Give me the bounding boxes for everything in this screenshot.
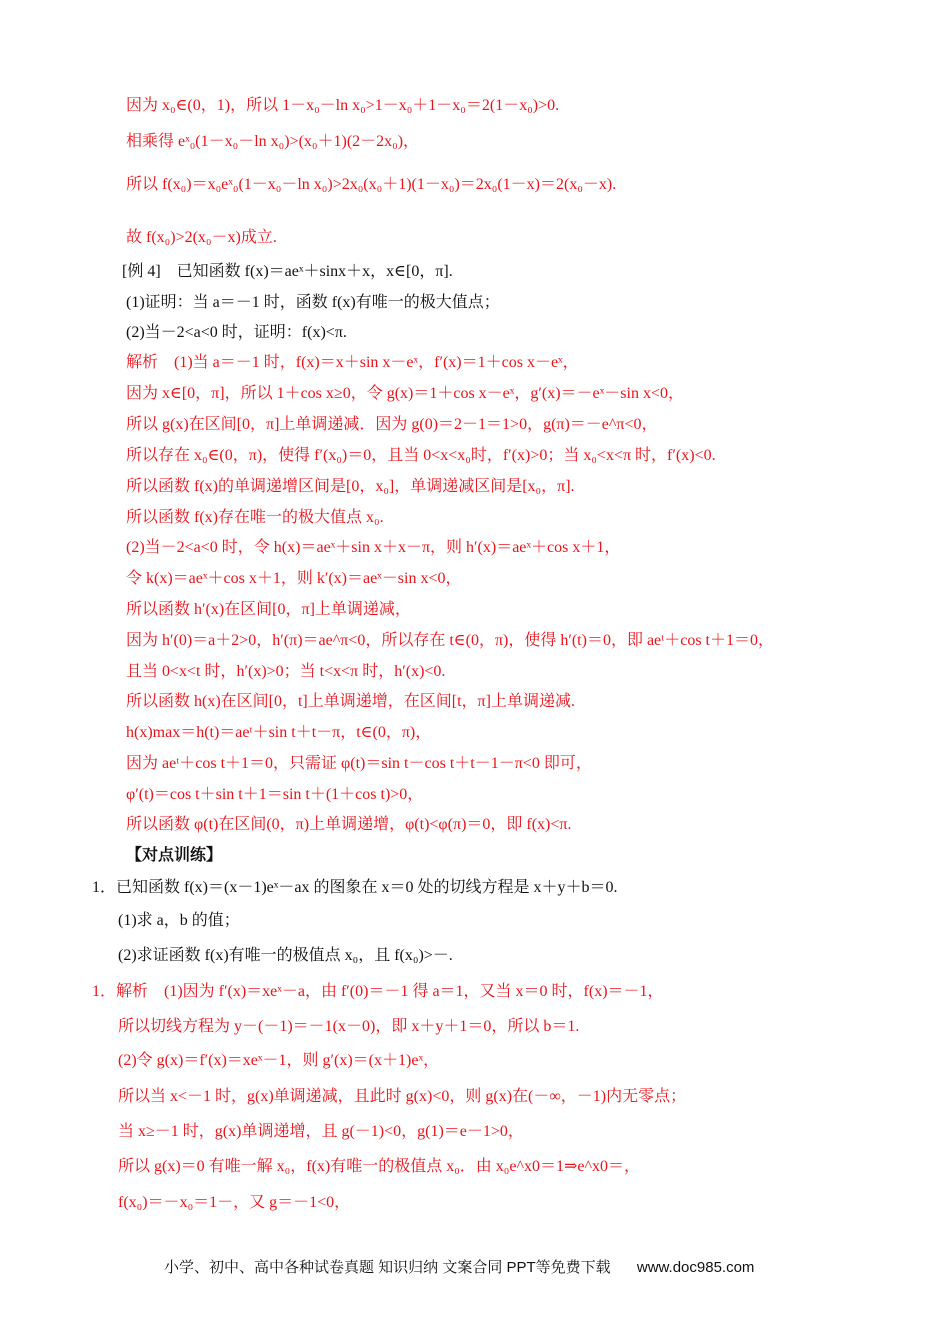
solution4-line-10: 因为 h′(0)＝a＋2>0，h′(π)＝ae^π<0，所以存在 t∈(0，π)，使得 h′(t)＝0，即 aeᵗ＋cos t＋1＝0， <box>126 632 774 649</box>
solution4-line-13: h(x)max＝h(t)＝aeᵗ＋sin t＋t－π，t∈(0，π)， <box>126 724 432 741</box>
footer <box>164 1256 760 1277</box>
solution1-line-4: 所以当 x<－1 时，g(x)单调递减，且此时 g(x)<0，则 g(x)在(－∞，－1)内无零点； <box>118 1088 687 1105</box>
solution4-line-9: 所以函数 h′(x)在区间[0，π]上单调递减， <box>126 601 411 618</box>
solution1-line-2: 所以切线方程为 y－(－1)＝－1(x－0)，即 x＋y＋1＝0，所以 b＝1. <box>118 1018 580 1035</box>
solution1-line-6: 所以 g(x)＝0 有唯一解 x₀，f(x)有唯一的极值点 x₀．由 x₀e^x0＝1⇒e^x0＝， <box>118 1158 641 1175</box>
proof-line-1: 因为 x₀∈(0，1)，所以 1－x₀－ln x₀>1－x₀＋1－x₀＝2(1－x₀)>0. <box>126 97 560 114</box>
training-title: 【对点训练】 <box>126 847 223 864</box>
solution4-line-14: 因为 aeᵗ＋cos t＋1＝0，只需证 φ(t)＝sin t－cos t＋t－1－π<0 即可， <box>126 755 592 772</box>
proof-line-4: 故 f(x₀)>2(x₀－x)成立. <box>126 229 277 246</box>
solution4-line-5: 所以函数 f(x)的单调递增区间是[0，x₀]，单调递减区间是[x₀，π]. <box>126 478 575 495</box>
solution4-line-8: 令 k(x)＝aeˣ＋cos x＋1，则 k′(x)＝aeˣ－sin x<0， <box>126 570 462 587</box>
solution4-line-15: φ′(t)＝cos t＋sin t＋1＝sin t＋(1＋cos t)>0， <box>126 786 424 803</box>
footer-site-link[interactable]: www.doc985.com <box>636 1259 755 1276</box>
solution4-line-12: 所以函数 h(x)在区间[0，t]上单调递增，在区间[t，π]上单调递减. <box>126 693 575 710</box>
proof-line-2: 相乘得 eˣ₀(1－x₀－ln x₀)>(x₀＋1)(2－2x₀)， <box>126 133 420 150</box>
solution1-line-3: (2)令 g(x)＝f′(x)＝xeˣ－1，则 g′(x)＝(x＋1)eˣ， <box>118 1052 440 1069</box>
solution4-line-1: 解析 (1)当 a＝－1 时，f(x)＝x＋sin x－eˣ，f′(x)＝1＋cos x－eˣ， <box>126 354 579 371</box>
example4-part2: (2)当－2<a<0 时，证明：f(x)<π. <box>126 324 347 341</box>
example4-heading: [例 4] 已知函数 f(x)＝aeˣ＋sinx＋x，x∈[0，π]. <box>122 263 453 280</box>
problem1-stem: 1．已知函数 f(x)＝(x－1)eˣ－ax 的图象在 x＝0 处的切线方程是 x＋y＋b＝0. <box>92 879 618 896</box>
proof-line-3: 所以 f(x₀)＝x₀eˣ₀(1－x₀－ln x₀)>2x₀(x₀＋1)(1－x₀)＝2x₀(1－x)＝2(x₀－x). <box>126 176 617 193</box>
solution4-line-3: 所以 g(x)在区间[0，π]上单调递减．因为 g(0)＝2－1＝1>0，g(π)＝－e^π<0， <box>126 416 658 433</box>
footer-text: 小学、初中、高中各种试卷真题 知识归纳 文案合同 PPT等免费下载 <box>164 1259 611 1276</box>
solution4-line-7: (2)当－2<a<0 时，令 h(x)＝aeˣ＋sin x＋x－π，则 h′(x)＝aeˣ＋cos x＋1， <box>126 539 621 556</box>
solution4-line-6: 所以函数 f(x)存在唯一的极大值点 x₀. <box>126 509 384 526</box>
solution4-line-11: 且当 0<x<t 时，h′(x)>0；当 t<x<π 时，h′(x)<0. <box>126 663 446 680</box>
solution4-line-2: 因为 x∈[0，π]，所以 1＋cos x≥0，令 g(x)＝1＋cos x－eˣ，g′(x)＝－eˣ－sin x<0， <box>126 385 684 402</box>
solution1-line-5: 当 x≥－1 时，g(x)单调递增，且 g(－1)<0，g(1)＝e－1>0， <box>118 1123 524 1140</box>
problem1-part1: (1)求 a，b 的值； <box>118 912 240 929</box>
example4-part1: (1)证明：当 a＝－1 时，函数 f(x)有唯一的极大值点； <box>126 294 500 311</box>
solution1-line-7: f(x₀)＝－x₀＝1－，又 g＝－1<0， <box>118 1194 351 1211</box>
solution1-line-1: 1．解析 (1)因为 f′(x)＝xeˣ－a，由 f′(0)＝－1 得 a＝1，又当 x＝0 时，f(x)＝－1， <box>92 983 664 1000</box>
problem1-part2: (2)求证函数 f(x)有唯一的极值点 x₀，且 f(x₀)>－. <box>118 947 453 964</box>
solution4-line-4: 所以存在 x₀∈(0，π)，使得 f′(x₀)＝0，且当 0<x<x₀时，f′(x)>0；当 x₀<x<π 时，f′(x)<0. <box>126 447 716 464</box>
solution4-line-16: 所以函数 φ(t)在区间(0，π)上单调递增，φ(t)<φ(π)＝0，即 f(x)<π. <box>126 816 572 833</box>
